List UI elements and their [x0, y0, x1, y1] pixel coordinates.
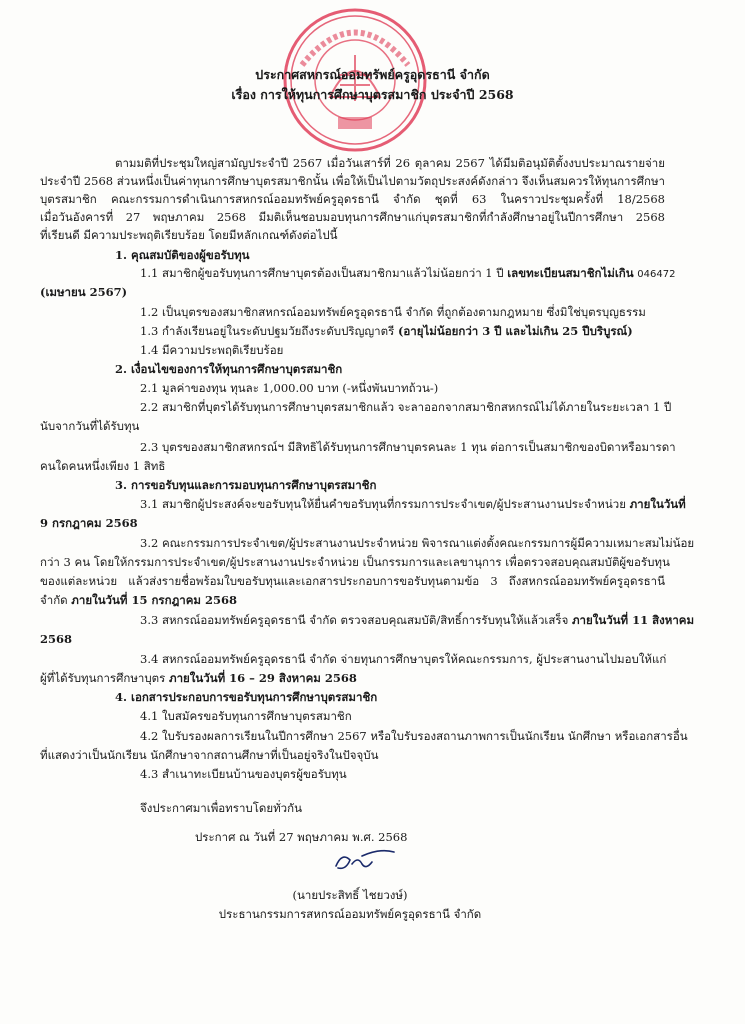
item-2-3: 2.3 บุตรของสมาชิกสหกรณ์ฯ มีสิทธิได้รับทุนการศึกษาบุตรคนละ 1 ทุน ต่อการเป็นสมาชิกของบิดาหรือมารดา	[140, 440, 676, 454]
item-1-1-text: 1.1 สมาชิกผู้ขอรับทุนการศึกษาบุตรต้องเป็นสมาชิกมาแล้วไม่น้อยกว่า 1 ปี	[140, 266, 504, 280]
title-line-1: ประกาศสหกรณ์ออมทรัพย์ครูอุดรธานี จำกัด	[255, 67, 490, 82]
item-1-1-cont: (เมษายน 2567)	[40, 285, 128, 299]
item-3-3-bold: ภายในวันที่ 11 สิงหาคม	[571, 613, 695, 627]
item-4-2-cont: ที่แสดงว่าเป็นนักเรียน นักศึกษาจากสถานศึกษาที่เป็นอยู่จริงในปัจจุบัน	[40, 748, 379, 762]
item-3-1-bold: ภายในวันที่	[629, 497, 686, 511]
intro-line-2: ประจำปี 2568 ส่วนหนึ่งเป็นค่าทุนการศึกษาบุตรสมาชิกนั้น เพื่อให้เป็นไปตามวัตถุประสงค์ดังกล่าว จึงเห็นสมควรให้ทุนการศึกษา	[40, 174, 665, 188]
item-3-2-line-1: 3.2 คณะกรรมการประจำเขต/ผู้ประสานงานประจำหน่วย พิจารณาแต่งตั้งคณะกรรมการผู้มีความเหมาะสมไม่น้อย	[140, 536, 695, 550]
member-number: 046472	[637, 269, 676, 280]
item-1-4: 1.4 มีความประพฤติเรียบร้อย	[140, 343, 284, 357]
item-3-2-line-2: กว่า 3 คน โดยให้กรรมการประจำเขต/ผู้ประสานงานประจำหน่วย เป็นกรรมการและเลขานุการ เพื่อตรวจสอบคุณสมบัติผู้ขอรับทุน	[40, 555, 670, 569]
item-3-4-cont	[40, 671, 357, 685]
section-3-heading: 3. การขอรับทุนและการมอบทุนการศึกษาบุตรสมาชิก	[115, 478, 377, 492]
signer-name: (นายประสิทธิ์ ไชยวงษ์)	[292, 888, 408, 902]
item-3-4: 3.4 สหกรณ์ออมทรัพย์ครูอุดรธานี จำกัด จ่ายทุนการศึกษาบุตรให้คณะกรรมการ, ผู้ประสานงานไปมอบให้แก่	[140, 652, 667, 666]
item-3-1-date: 9 กรกฎาคม 2568	[40, 516, 138, 530]
item-3-4-bold: ภายในวันที่ 16 – 29 สิงหาคม 2568	[169, 671, 357, 685]
intro-line-5: ที่เรียนดี มีความประพฤติเรียบร้อย โดยมีหลักเกณฑ์ดังต่อไปนี้	[40, 228, 338, 242]
item-2-3-cont: คนใดคนหนึ่งเพียง 1 สิทธิ	[40, 459, 166, 473]
item-2-2-cont: นับจากวันที่ได้รับทุน	[40, 419, 140, 433]
intro-line-1: ตามมติที่ประชุมใหญ่สามัญประจำปี 2567 เมื่อวันเสาร์ที่ 26 ตุลาคม 2567 ได้มีมติอนุมัติตั้งงบประมาณรายจ่าย	[115, 156, 665, 170]
item-1-1	[140, 266, 675, 282]
item-4-1: 4.1 ใบสมัครขอรับทุนการศึกษาบุตรสมาชิก	[140, 709, 352, 723]
signature	[328, 846, 398, 876]
item-1-3-text: 1.3 กำลังเรียนอยู่ในระดับปฐมวัยถึงระดับปริญญาตรี	[140, 324, 395, 338]
section-2-heading: 2. เงื่อนไขของการให้ทุนการศึกษาบุตรสมาชิก	[115, 362, 343, 376]
item-3-2-line-3: ของแต่ละหน่วย แล้วส่งรายชื่อพร้อมใบขอรับทุนและเอกสารประกอบการขอรับทุนตามข้อ 3 ถึงสหกรณ์ออมทรัพย์ครูอุดรธานี	[40, 574, 665, 588]
item-1-2: 1.2 เป็นบุตรของสมาชิกสหกรณ์ออมทรัพย์ครูอุดรธานี จำกัด ที่ถูกต้องตามกฎหมาย ซึ่งมิใช่บุตรบุญธรรม	[140, 305, 646, 319]
signer-title: ประธานกรรมการสหกรณ์ออมทรัพย์ครูอุดรธานี จำกัด	[218, 907, 482, 921]
announcement-line: จึงประกาศมาเพื่อทราบโดยทั่วกัน	[140, 801, 302, 815]
item-2-1: 2.1 มูลค่าของทุน ทุนละ 1,000.00 บาท (-หนึ่งพันบาทถ้วน-)	[140, 381, 439, 395]
item-2-2: 2.2 สมาชิกที่บุตรได้รับทุนการศึกษาบุตรสมาชิกแล้ว จะลาออกจากสมาชิกสหกรณ์ไม่ได้ภายในระยะเวลา 1 ปี	[140, 400, 672, 414]
item-3-2-text: จำกัด	[40, 593, 68, 607]
item-3-1-text: 3.1 สมาชิกผู้ประสงค์จะขอรับทุนให้ยื่นคำขอรับทุนที่กรรมการประจำเขต/ผู้ประสานงานประจำหน่วย	[140, 497, 626, 511]
title-line-2: เรื่อง การให้ทุนการศึกษาบุตรสมาชิก ประจำปี 2568	[231, 87, 514, 102]
item-3-1	[140, 497, 686, 511]
intro-line-3: บุตรสมาชิก คณะกรรมการดำเนินการสหกรณ์ออมทรัพย์ครูอุดรธานี จำกัด ชุดที่ 63 ในคราวประชุมครั้งที่ 18/2568	[40, 192, 665, 206]
section-4-heading: 4. เอกสารประกอบการขอรับทุนการศึกษาบุตรสมาชิก	[115, 690, 378, 704]
item-1-3-bold: (อายุไม่น้อยกว่า 3 ปี และไม่เกิน 25 ปีบริบูรณ์)	[397, 324, 633, 338]
section-1-heading: 1. คุณสมบัติของผู้ขอรับทุน	[115, 248, 250, 262]
item-3-3-year: 2568	[40, 632, 73, 646]
announcement-date: ประกาศ ณ วันที่ 27 พฤษภาคม พ.ศ. 2568	[195, 830, 408, 844]
intro-line-4: เมื่อวันอังคารที่ 27 พฤษภาคม 2568 มีมติเห็นชอบมอบทุนการศึกษาแก่บุตรสมาชิกที่กำลังศึกษาอยู่ในปีการศึกษา 2568	[40, 210, 665, 224]
item-1-3	[140, 324, 633, 338]
item-3-2-bold: ภายในวันที่ 15 กรกฎาคม 2568	[71, 593, 238, 607]
item-3-4-text: ผู้ที่ได้รับทุนการศึกษาบุตร	[40, 671, 166, 685]
item-3-3-text: 3.3 สหกรณ์ออมทรัพย์ครูอุดรธานี จำกัด ตรวจสอบคุณสมบัติ/สิทธิ์การรับทุนให้แล้วเสร็จ	[140, 613, 569, 627]
item-4-3: 4.3 สำเนาทะเบียนบ้านของบุตรผู้ขอรับทุน	[140, 767, 347, 781]
item-3-2-line-4	[40, 593, 237, 607]
item-1-1-bold: เลขทะเบียนสมาชิกไม่เกิน	[507, 266, 634, 280]
item-4-2: 4.2 ใบรับรองผลการเรียนในปีการศึกษา 2567 หรือใบรับรองสถานภาพการเป็นนักเรียน นักศึกษา หรือเอกสารอื่น	[140, 729, 688, 743]
item-3-3	[140, 613, 694, 627]
